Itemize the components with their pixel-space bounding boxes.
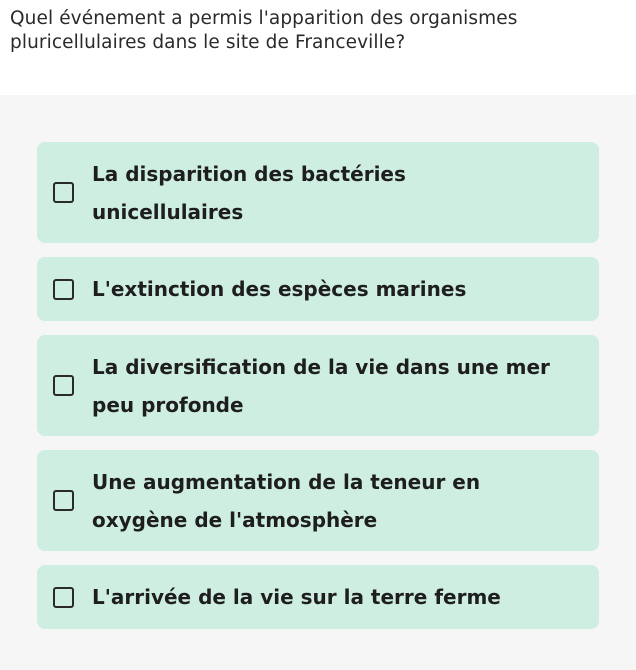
checkbox-icon[interactable] — [53, 375, 74, 396]
answer-option-label: Une augmentation de la teneur en oxygène de l'atmosphère — [92, 469, 481, 532]
answer-options-list — [37, 142, 599, 629]
answer-option-2[interactable] — [37, 257, 599, 321]
answer-option-3[interactable] — [37, 335, 599, 436]
answer-option-4[interactable] — [37, 450, 599, 551]
answer-option-label: La disparition des bactéries unicellulaires — [92, 161, 406, 224]
answer-option-5[interactable] — [37, 565, 599, 629]
answer-option-label: L'extinction des espèces marines — [92, 277, 467, 301]
checkbox-icon[interactable] — [53, 182, 74, 203]
question-text: Quel événement a permis l'apparition des organismes pluricellulaires dans le site de Franceville? — [10, 8, 518, 53]
checkbox-icon[interactable] — [53, 279, 74, 300]
checkbox-icon[interactable] — [53, 587, 74, 608]
checkbox-icon[interactable] — [53, 490, 74, 511]
answer-option-1[interactable] — [37, 142, 599, 243]
answer-option-label: L'arrivée de la vie sur la terre ferme — [92, 585, 501, 609]
answer-option-label: La diversification de la vie dans une mer peu profonde — [92, 354, 550, 417]
